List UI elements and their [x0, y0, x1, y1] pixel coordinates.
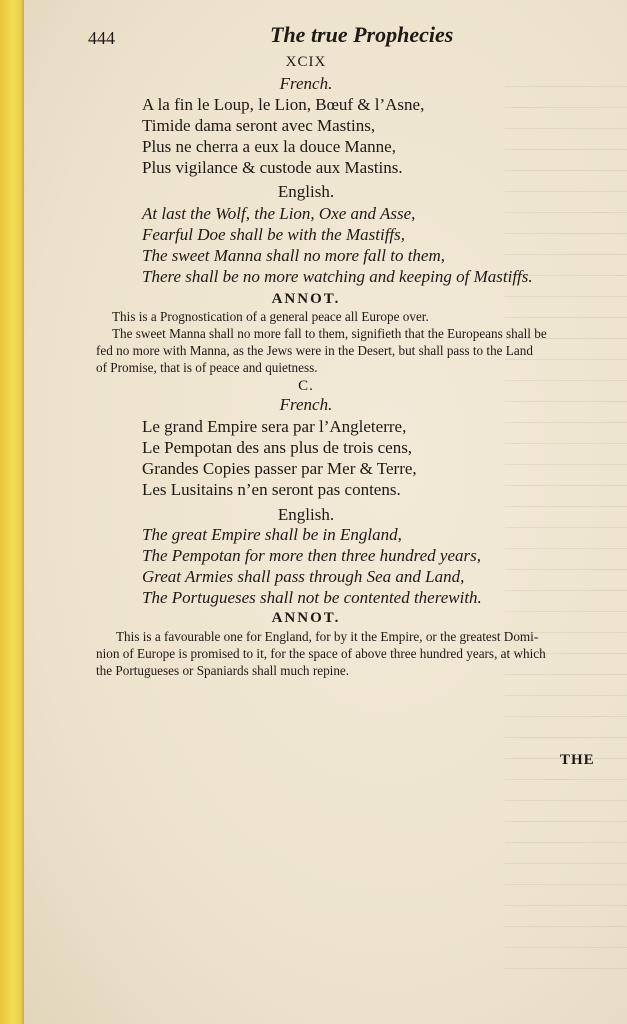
english-heading: English.: [277, 182, 335, 201]
verse-line: Les Lusitains n’en seront pas contens.: [142, 480, 401, 499]
page-number: 444: [88, 28, 115, 48]
english-verse: [142, 203, 533, 287]
verse-line: Le grand Empire sera par l’Angleterre,: [142, 417, 407, 436]
verse-line: Le Pempotan des ans plus de trois cens,: [142, 438, 413, 457]
english-heading: English.: [277, 505, 335, 524]
verse-line: A la fin le Loup, le Lion, Bœuf & l’Asne,: [142, 95, 425, 114]
verse-line: There shall be no more watching and keeping of Mastiffs.: [142, 267, 533, 286]
prophecy-number: C.: [298, 378, 314, 394]
french-heading: French.: [279, 74, 333, 93]
verse-line: The Portugueses shall not be contented therewith.: [142, 588, 482, 607]
annotation-heading: ANNOT.: [271, 610, 341, 626]
verse-line: Plus vigilance & custode aux Mastins.: [142, 158, 403, 177]
verse-line: At last the Wolf, the Lion, Oxe and Asse,: [142, 204, 416, 223]
annotation-line: of Promise, that is of peace and quietness.: [96, 360, 318, 375]
verse-line: The Pempotan for more then three hundred years,: [142, 546, 481, 565]
french-verse: [142, 416, 417, 500]
annotation-line: the Portugueses or Spaniards shall much repine.: [96, 663, 350, 678]
french-heading: French.: [279, 395, 333, 414]
page-edge-yellow: [0, 0, 24, 1024]
french-verse: [142, 94, 424, 178]
annotation-text: [96, 628, 602, 679]
running-title: The true Prophecies: [270, 22, 454, 47]
annotation-line: nion of Europe is promised to it, for the space of above three hundred years, at which: [96, 646, 546, 661]
annotation-heading: ANNOT.: [271, 291, 341, 307]
verse-line: Great Armies shall pass through Sea and Land,: [142, 567, 465, 586]
prophecy-number: XCIX: [285, 54, 327, 70]
annotation-line: fed no more with Manna, as the Jews were in the Desert, but shall pass to the Land: [96, 343, 533, 358]
annotation-line: This is a favourable one for England, for by it the Empire, or the greatest Domi-: [116, 629, 539, 644]
verse-line: The sweet Manna shall no more fall to them,: [142, 246, 445, 265]
verse-line: Timide dama seront avec Mastins,: [142, 116, 376, 135]
annotation-text: [96, 308, 602, 376]
annotation-line: This is a Prognostication of a general peace all Europe over.: [112, 309, 429, 324]
verse-line: The great Empire shall be in England,: [142, 525, 402, 544]
verse-line: Plus ne cherra a eux la douce Manne,: [142, 137, 396, 156]
annotation-line: The sweet Manna shall no more fall to them, signifieth that the Europeans shall be: [112, 326, 547, 341]
verse-line: Fearful Doe shall be with the Mastiffs,: [142, 225, 406, 244]
verse-line: Grandes Copies passer par Mer & Terre,: [142, 459, 417, 478]
catchword: THE: [560, 752, 595, 768]
english-verse: [142, 524, 482, 608]
